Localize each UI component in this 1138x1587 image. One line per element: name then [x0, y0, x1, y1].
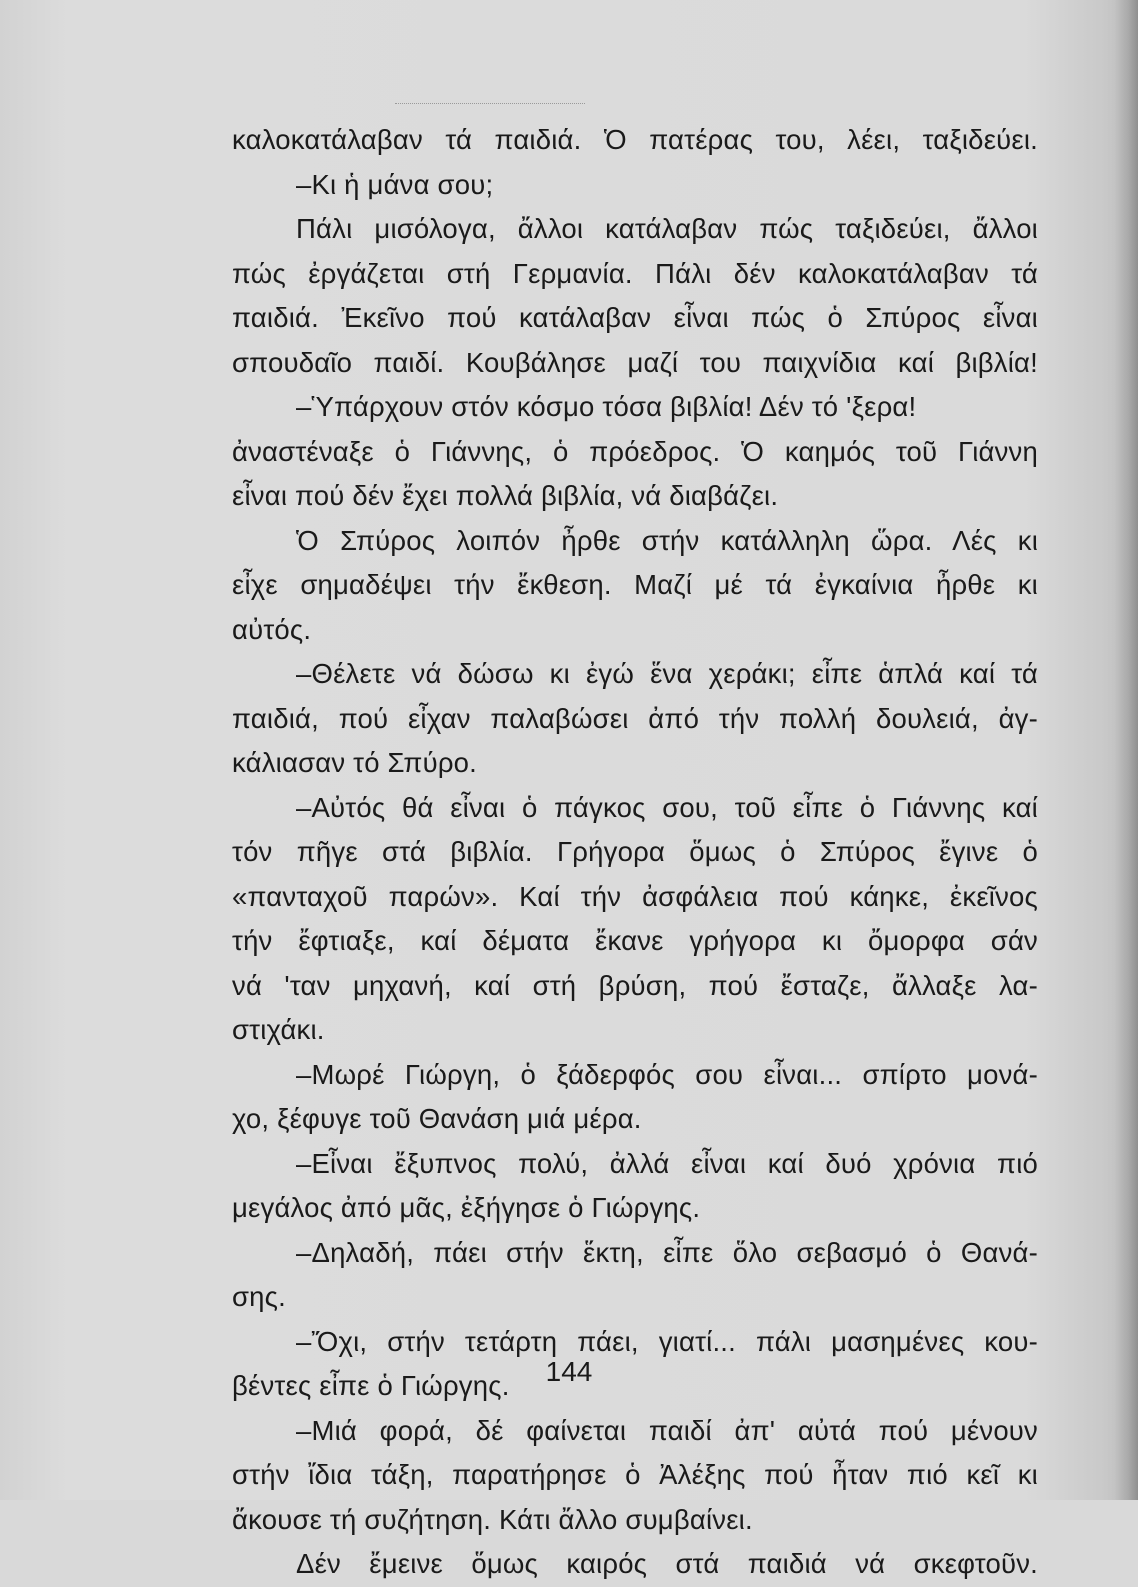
page-number: 144: [545, 1356, 593, 1387]
text-line: βέντες εἶπε ὁ Γιώργης.: [232, 1370, 510, 1401]
text-line: ἄκουσε τή συζήτηση. Κάτι ἄλλο συμβαίνει.: [232, 1503, 753, 1535]
top-rule: [395, 103, 585, 104]
text-line: –Ὄχι, στήν τετάρτη πάει, γιατί... πάλι μασημένες κου-: [296, 1325, 1038, 1357]
text-line: στιχάκι.: [232, 1014, 325, 1045]
text-line: νά 'ταν μηχανή, καί στή βρύση, πού ἔσταζε, ἄλλαξε λα-: [232, 969, 1038, 1001]
text-line: σης.: [232, 1281, 286, 1312]
page-edge-shadow: [1114, 0, 1138, 1500]
text-line: –Θέλετε νά δώσω κι ἐγώ ἕνα χεράκι; εἶπε ἁπλά καί τά: [296, 658, 1038, 689]
text-line: –Αὐτός θά εἶναι ὁ πάγκος σου, τοῦ εἶπε ὁ Γιάννης καί: [296, 791, 1038, 823]
text-line: στήν ἴδια τάξη, παρατήρησε ὁ Ἀλέξης πού ἦταν πιό κεῖ κι: [232, 1459, 1038, 1490]
text-line: αὐτός.: [232, 613, 312, 645]
text-line: –Μιά φορά, δέ φαίνεται παιδί ἀπ' αὐτά πού μένουν: [296, 1414, 1038, 1446]
text-line: –Δηλαδή, πάει στήν ἕκτη, εἶπε ὅλο σεβασμό ὁ Θανά-: [296, 1236, 1038, 1268]
text-line: κάλιασαν τό Σπύρο.: [232, 747, 478, 778]
text-line: –Εἶναι ἔξυπνος πολύ, ἀλλά εἶναι καί δυό χρόνια πιό: [296, 1147, 1038, 1179]
text-line: μεγάλος ἀπό μᾶς, ἐξήγησε ὁ Γιώργης.: [232, 1192, 701, 1223]
text-line: παιδιά, πού εἶχαν παλαβώσει ἀπό τήν πολλή δουλειά, ἀγ-: [232, 702, 1038, 734]
text-line: –Κι ἡ μάνα σου;: [296, 168, 494, 200]
text-line: Πάλι μισόλογα, ἄλλοι κατάλαβαν πώς ταξιδεύει, ἄλλοι: [296, 213, 1038, 244]
text-line: «πανταχοῦ παρών». Καί τήν ἀσφάλεια πού κάηκε, ἐκεῖνος: [232, 880, 1038, 912]
text-line: σπουδαῖο παιδί. Κουβάλησε μαζί του παιχνίδια καί βιβλία!: [232, 346, 1038, 378]
text-line: χο, ξέφυγε τοῦ Θανάση μιά μέρα.: [232, 1103, 642, 1134]
text-line: –Ὑπάρχουν στόν κόσμο τόσα βιβλία! Δέν τό 'ξερα!: [296, 391, 917, 422]
text-line: τήν ἔφτιαξε, καί δέματα ἔκανε γρήγορα κι ὄμορφα σάν: [232, 925, 1038, 956]
text-line: τόν πῆγε στά βιβλία. Γρήγορα ὅμως ὁ Σπύρος ἔγινε ὁ: [232, 836, 1038, 867]
text-line: Ὁ Σπύρος λοιπόν ἦρθε στήν κατάλληλη ὥρα. Λές κι: [296, 524, 1038, 556]
text-line: Δέν ἔμεινε ὅμως καιρός στά παιδιά νά σκεφτοῦν.: [296, 1548, 1038, 1579]
text-line: εἶχε σημαδέψει τήν ἔκθεση. Μαζί μέ τά ἐγκαίνια ἦρθε κι: [232, 569, 1038, 600]
text-line: πώς ἐργάζεται στή Γερμανία. Πάλι δέν καλοκατάλαβαν τά: [232, 257, 1038, 289]
text-line: –Μωρέ Γιώργη, ὁ ξάδερφός σου εἶναι... σπίρτο μονά-: [296, 1058, 1038, 1090]
text-line: ἀναστέναξε ὁ Γιάννης, ὁ πρόεδρος. Ὁ καημός τοῦ Γιάννη: [232, 435, 1038, 467]
text-line: παιδιά. Ἐκεῖνο πού κατάλαβαν εἶναι πώς ὁ Σπύρος εἶναι: [232, 302, 1038, 333]
text-line: εἶναι πού δέν ἔχει πολλά βιβλία, νά διαβάζει.: [232, 480, 779, 511]
text-line: καλοκατάλαβαν τά παιδιά. Ὁ πατέρας του, λέει, ταξιδεύει.: [232, 124, 1038, 155]
